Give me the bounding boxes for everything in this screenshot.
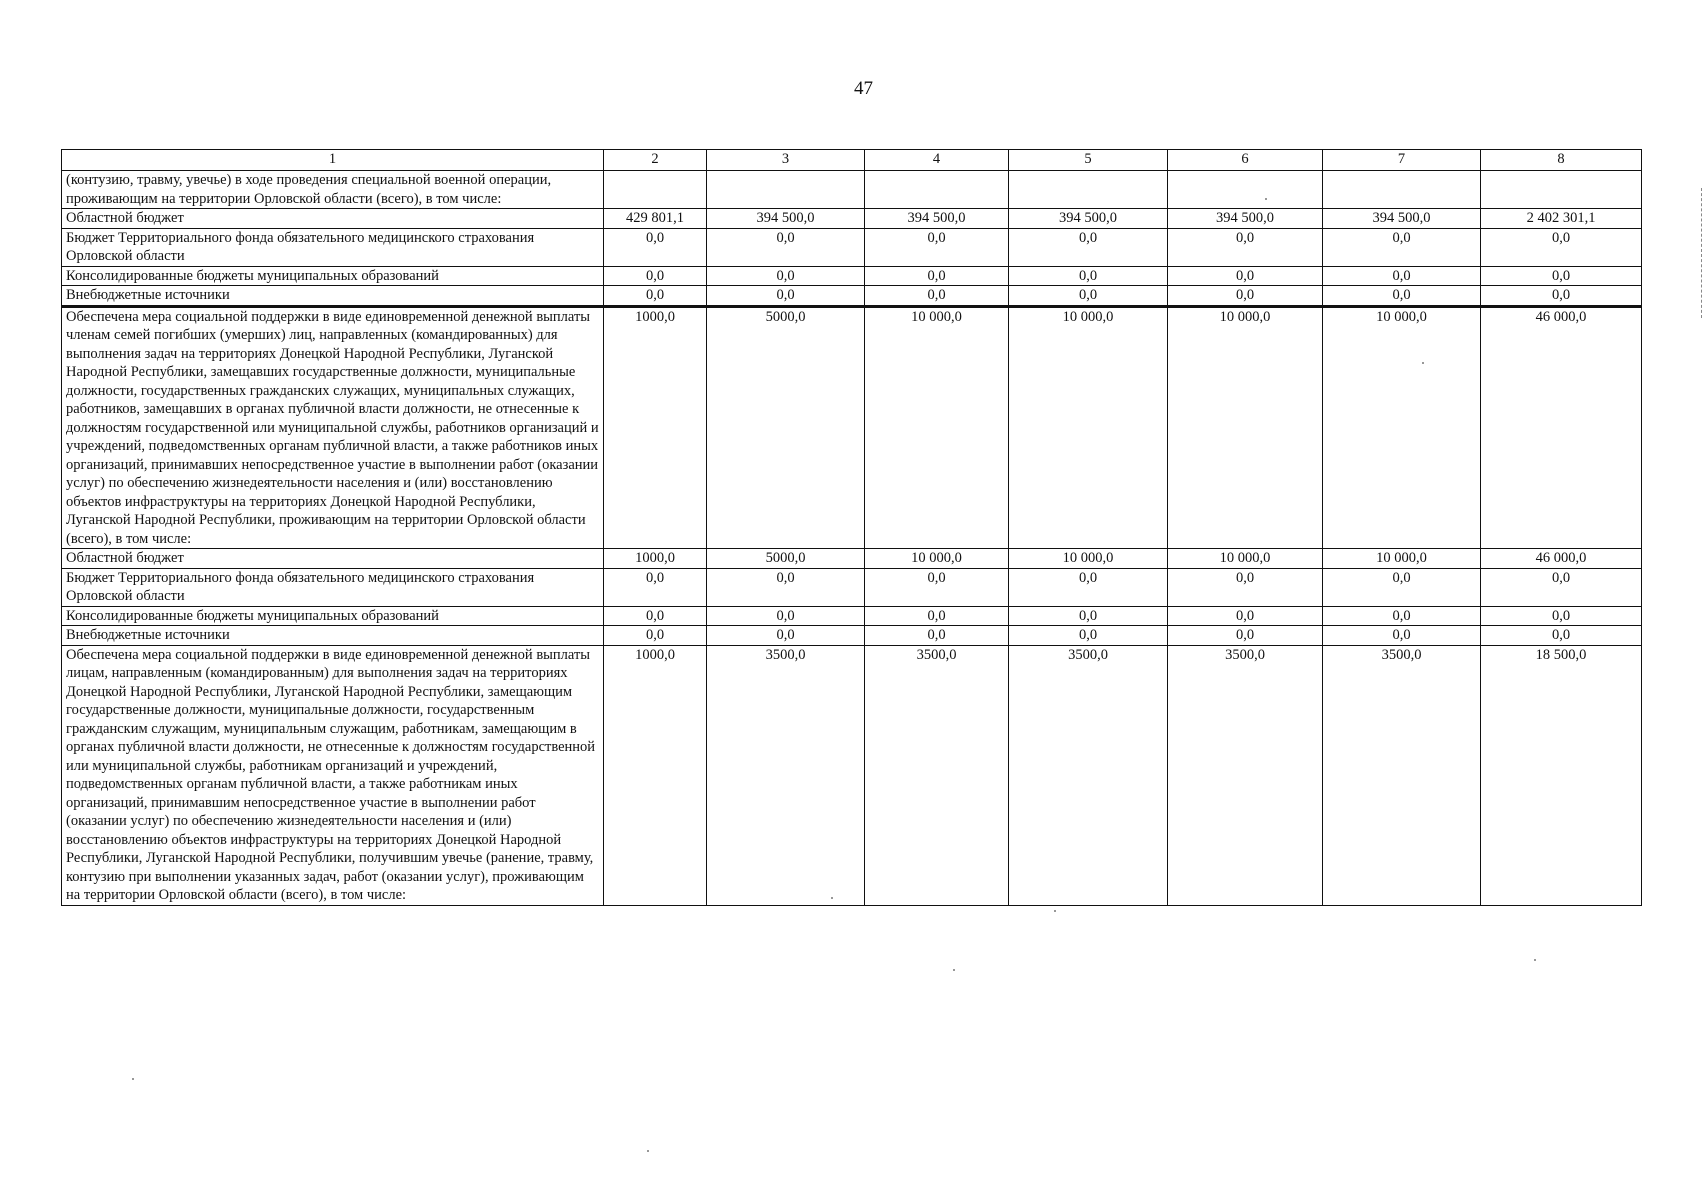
cell-value: 10 000,0 xyxy=(1009,306,1168,549)
scan-speck xyxy=(1265,198,1267,200)
cell-value xyxy=(707,171,865,209)
table-row xyxy=(62,568,1642,606)
table-row xyxy=(62,626,1642,646)
cell-value: 3500,0 xyxy=(707,645,865,905)
cell-value: 0,0 xyxy=(1009,266,1168,286)
cell-value: 0,0 xyxy=(1481,228,1642,266)
cell-value: 394 500,0 xyxy=(1009,209,1168,229)
cell-value: 46 000,0 xyxy=(1481,549,1642,569)
row-label: Консолидированные бюджеты муниципальных образований xyxy=(62,266,604,286)
cell-value: 0,0 xyxy=(604,568,707,606)
cell-value: 10 000,0 xyxy=(1168,549,1323,569)
cell-value: 10 000,0 xyxy=(1168,306,1323,549)
scan-speck xyxy=(1534,959,1536,961)
row-label: Обеспечена мера социальной поддержки в виде единовременной денежной выплаты членам семей погибших (умерших) лиц, направленных (командированных) для выполнения задач на территориях Донецкой Народной Республики, Луганской Народной Республики, замещавших государственные должности, муниципальные должности, государственных гражданских служащих, муниципальных служащих, работников, замещавших в органах публичной власти должности, не отнесенные к должностям государственной или муниципальной службы, работников организаций и учреждений, подведомственных органам публичной власти, а также работников иных организаций, принимавших непосредственное участие в выполнении работ (оказании услуг) по обеспечению жизнедеятельности населения и (или) восстановлению объектов инфраструктуры на территориях Донецкой Народной Республики, Луганской Народной Республики, проживающим на территории Орловской области (всего), в том числе: xyxy=(62,306,604,549)
row-label: Бюджет Территориального фонда обязательного медицинского страхования Орловской области xyxy=(62,228,604,266)
cell-value: 0,0 xyxy=(1009,606,1168,626)
cell-value: 0,0 xyxy=(1323,606,1481,626)
cell-value: 0,0 xyxy=(1323,228,1481,266)
cell-value: 0,0 xyxy=(1168,228,1323,266)
cell-value: 1000,0 xyxy=(604,306,707,549)
cell-value: 0,0 xyxy=(1323,626,1481,646)
row-label: Обеспечена мера социальной поддержки в виде единовременной денежной выплаты лицам, направленным (командированным) для выполнения задач на территориях Донецкой Народной Республики, Луганской Народной Республики, замещающим государственные должности, муниципальные должности, государственным гражданским служащим, муниципальным служащим, работникам, замещающим в органах публичной власти должности, не отнесенные к должностям государственной или муниципальной службы, работникам организаций и учреждений, подведомственных органам публичной власти, а также работникам иных организаций, принимавшим непосредственное участие в выполнении работ (оказании услуг) по обеспечению жизнедеятельности населения и (или) восстановлению объектов инфраструктуры на территориях Донецкой Народной Республики, Луганской Народной Республики, получившим увечье (ранение, травму, контузию при выполнении указанных задач, работ (оказании услуг), проживающим на территории Орловской области (всего), в том числе: xyxy=(62,645,604,905)
column-header-5: 5 xyxy=(1009,150,1168,171)
cell-value: 1000,0 xyxy=(604,645,707,905)
row-label: Внебюджетные источники xyxy=(62,286,604,307)
cell-value: 0,0 xyxy=(1009,626,1168,646)
cell-value: 0,0 xyxy=(707,286,865,307)
scan-speck xyxy=(831,897,833,899)
cell-value: 0,0 xyxy=(1481,568,1642,606)
cell-value: 0,0 xyxy=(865,286,1009,307)
table-row xyxy=(62,209,1642,229)
table-header xyxy=(62,150,1642,171)
cell-value: 18 500,0 xyxy=(1481,645,1642,905)
cell-value: 0,0 xyxy=(1168,568,1323,606)
cell-value: 3500,0 xyxy=(1009,645,1168,905)
cell-value: 10 000,0 xyxy=(1323,306,1481,549)
row-label: (контузию, травму, увечье) в ходе проведения специальной военной операции, проживающим на территории Орловской области (всего), в том числе: xyxy=(62,171,604,209)
row-label: Консолидированные бюджеты муниципальных образований xyxy=(62,606,604,626)
table-row xyxy=(62,306,1642,549)
table-row xyxy=(62,286,1642,307)
cell-value: 0,0 xyxy=(865,626,1009,646)
cell-value: 429 801,1 xyxy=(604,209,707,229)
scan-speck xyxy=(1422,362,1424,364)
cell-value: 0,0 xyxy=(707,626,865,646)
cell-value: 394 500,0 xyxy=(865,209,1009,229)
column-header-2: 2 xyxy=(604,150,707,171)
cell-value: 0,0 xyxy=(1009,228,1168,266)
budget-table xyxy=(61,149,1642,906)
cell-value: 0,0 xyxy=(1323,266,1481,286)
cell-value: 0,0 xyxy=(1168,626,1323,646)
scan-speck xyxy=(647,1150,649,1152)
column-number-row xyxy=(62,150,1642,171)
row-label: Бюджет Территориального фонда обязательного медицинского страхования Орловской области xyxy=(62,568,604,606)
cell-value: 0,0 xyxy=(604,286,707,307)
cell-value: 2 402 301,1 xyxy=(1481,209,1642,229)
row-label: Областной бюджет xyxy=(62,549,604,569)
table-row xyxy=(62,266,1642,286)
column-header-3: 3 xyxy=(707,150,865,171)
cell-value: 3500,0 xyxy=(865,645,1009,905)
scan-speck xyxy=(953,969,955,971)
cell-value xyxy=(1009,171,1168,209)
cell-value: 394 500,0 xyxy=(1323,209,1481,229)
column-header-6: 6 xyxy=(1168,150,1323,171)
cell-value: 10 000,0 xyxy=(1323,549,1481,569)
cell-value: 0,0 xyxy=(707,568,865,606)
cell-value: 1000,0 xyxy=(604,549,707,569)
cell-value: 0,0 xyxy=(1481,626,1642,646)
table-row xyxy=(62,645,1642,905)
cell-value: 3500,0 xyxy=(1168,645,1323,905)
cell-value: 0,0 xyxy=(604,626,707,646)
cell-value: 394 500,0 xyxy=(1168,209,1323,229)
cell-value: 0,0 xyxy=(865,606,1009,626)
cell-value: 0,0 xyxy=(604,266,707,286)
table-row xyxy=(62,228,1642,266)
cell-value: 0,0 xyxy=(865,266,1009,286)
cell-value: 10 000,0 xyxy=(865,306,1009,549)
cell-value: 0,0 xyxy=(865,568,1009,606)
cell-value: 0,0 xyxy=(1009,568,1168,606)
scan-speck xyxy=(132,1078,134,1080)
cell-value: 0,0 xyxy=(604,228,707,266)
table-row xyxy=(62,606,1642,626)
cell-value xyxy=(1323,171,1481,209)
cell-value: 46 000,0 xyxy=(1481,306,1642,549)
column-header-8: 8 xyxy=(1481,150,1642,171)
cell-value: 0,0 xyxy=(1323,286,1481,307)
cell-value: 0,0 xyxy=(1168,286,1323,307)
cell-value: 10 000,0 xyxy=(1009,549,1168,569)
cell-value: 0,0 xyxy=(1009,286,1168,307)
column-header-4: 4 xyxy=(865,150,1009,171)
scan-margin-mark xyxy=(1701,188,1705,318)
cell-value: 0,0 xyxy=(865,228,1009,266)
cell-value: 0,0 xyxy=(707,228,865,266)
cell-value: 0,0 xyxy=(707,266,865,286)
row-label: Областной бюджет xyxy=(62,209,604,229)
page-number: 47 xyxy=(854,78,873,99)
cell-value: 0,0 xyxy=(1481,266,1642,286)
scan-speck xyxy=(1054,910,1056,912)
cell-value xyxy=(604,171,707,209)
cell-value xyxy=(1481,171,1642,209)
table-row xyxy=(62,549,1642,569)
cell-value: 5000,0 xyxy=(707,306,865,549)
cell-value: 0,0 xyxy=(1168,606,1323,626)
cell-value: 5000,0 xyxy=(707,549,865,569)
cell-value: 0,0 xyxy=(604,606,707,626)
cell-value: 0,0 xyxy=(707,606,865,626)
cell-value: 3500,0 xyxy=(1323,645,1481,905)
column-header-1: 1 xyxy=(62,150,604,171)
cell-value: 394 500,0 xyxy=(707,209,865,229)
row-label: Внебюджетные источники xyxy=(62,626,604,646)
cell-value: 0,0 xyxy=(1168,266,1323,286)
cell-value: 10 000,0 xyxy=(865,549,1009,569)
cell-value xyxy=(1168,171,1323,209)
cell-value: 0,0 xyxy=(1481,286,1642,307)
table-body xyxy=(62,171,1642,906)
column-header-7: 7 xyxy=(1323,150,1481,171)
cell-value: 0,0 xyxy=(1481,606,1642,626)
cell-value: 0,0 xyxy=(1323,568,1481,606)
table-row xyxy=(62,171,1642,209)
cell-value xyxy=(865,171,1009,209)
